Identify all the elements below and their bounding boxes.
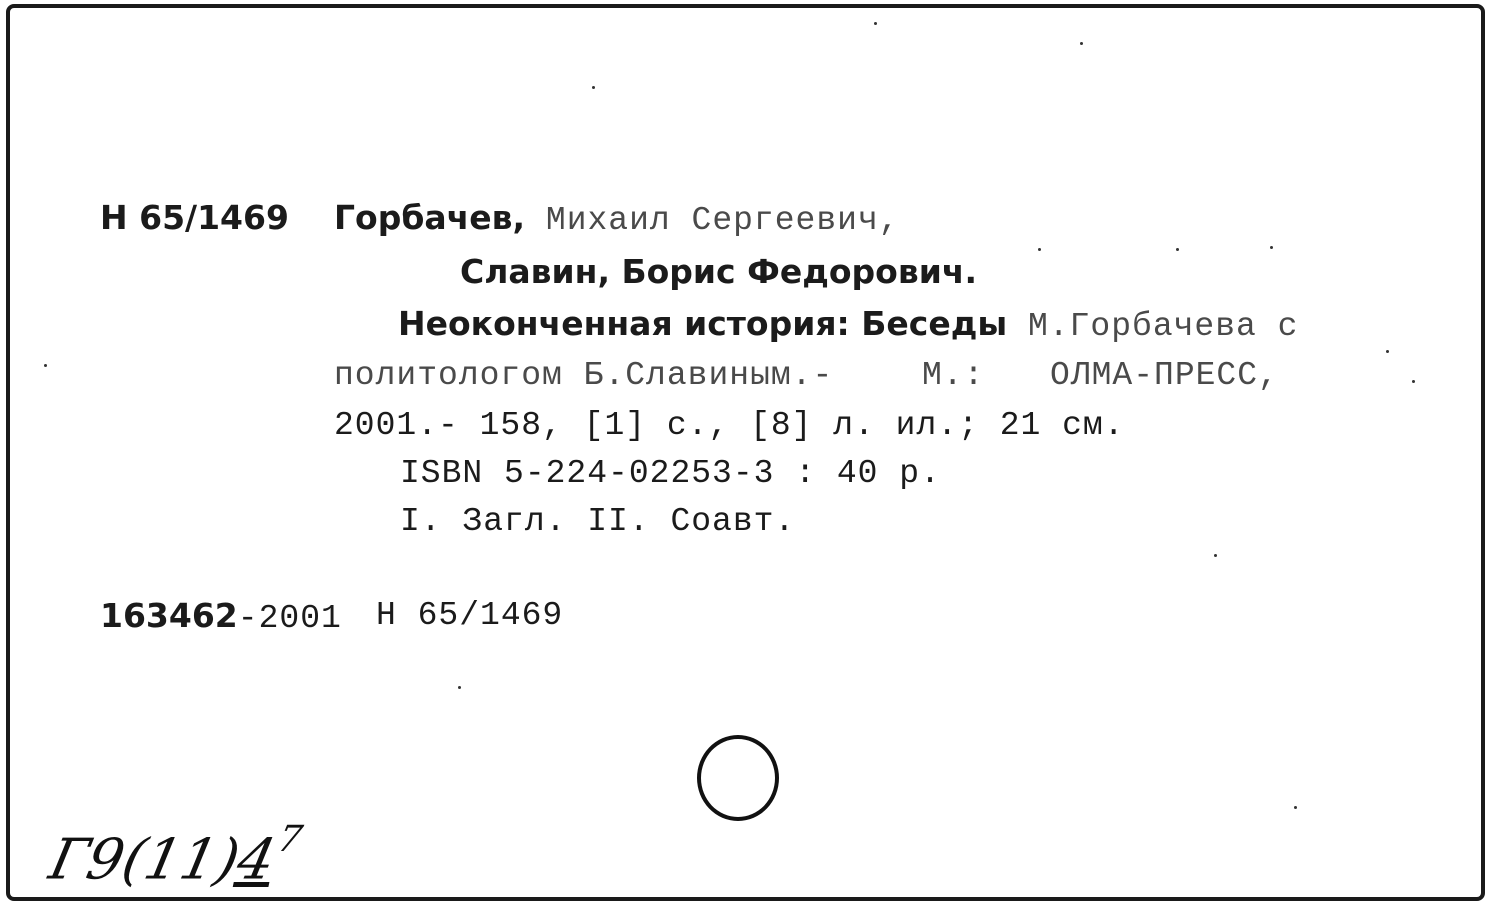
title-line (398, 304, 1298, 347)
pagination-line: 2001.- 158, [1] с., [8] л. ил.; 21 см. (334, 407, 1125, 444)
author-line (334, 198, 900, 241)
scan-speck (1176, 248, 1179, 251)
call-number: Н 65/1469 (100, 198, 289, 237)
title-rest: М.Горбачева с (1007, 308, 1299, 345)
accession-call-number: Н 65/1469 (376, 597, 564, 634)
scan-speck (592, 86, 595, 89)
added-entries-line: I. Загл. II. Соавт. (400, 503, 796, 540)
accession-line (100, 596, 342, 639)
scan-speck (1080, 42, 1083, 45)
handwritten-superscript: 7 (274, 819, 306, 860)
handwritten-mark: 4 (231, 827, 281, 893)
publisher-place: М.: (922, 357, 985, 394)
scan-speck (1386, 350, 1389, 353)
scan-speck (1214, 554, 1217, 557)
scan-speck (1038, 248, 1041, 251)
accession-number: 163462 (100, 596, 238, 635)
coauthor: Славин, Борис Федорович. (460, 252, 978, 291)
scan-speck (458, 686, 461, 689)
author-given-names: Михаил Сергеевич, (525, 202, 900, 239)
scan-speck (1412, 380, 1415, 383)
handwritten-classification (44, 816, 307, 893)
scan-speck (1270, 246, 1273, 249)
isbn-line: ISBN 5-224-02253-3 : 40 р. (400, 455, 941, 492)
scan-speck (874, 22, 877, 25)
accession-year: -2001 (237, 600, 342, 637)
publisher-name: ОЛМА-ПРЕСС, (1050, 357, 1279, 394)
title-main: Неоконченная история: Беседы (398, 304, 1008, 343)
author-surname: Горбачев, (334, 198, 526, 237)
scan-speck (44, 364, 47, 367)
catalog-card (6, 4, 1485, 901)
handwritten-code: Г9(11) (43, 827, 246, 893)
scan-speck (1294, 806, 1297, 809)
politologist-line: политологом Б.Славиным.- (334, 357, 834, 394)
card-punch-hole (697, 735, 779, 821)
